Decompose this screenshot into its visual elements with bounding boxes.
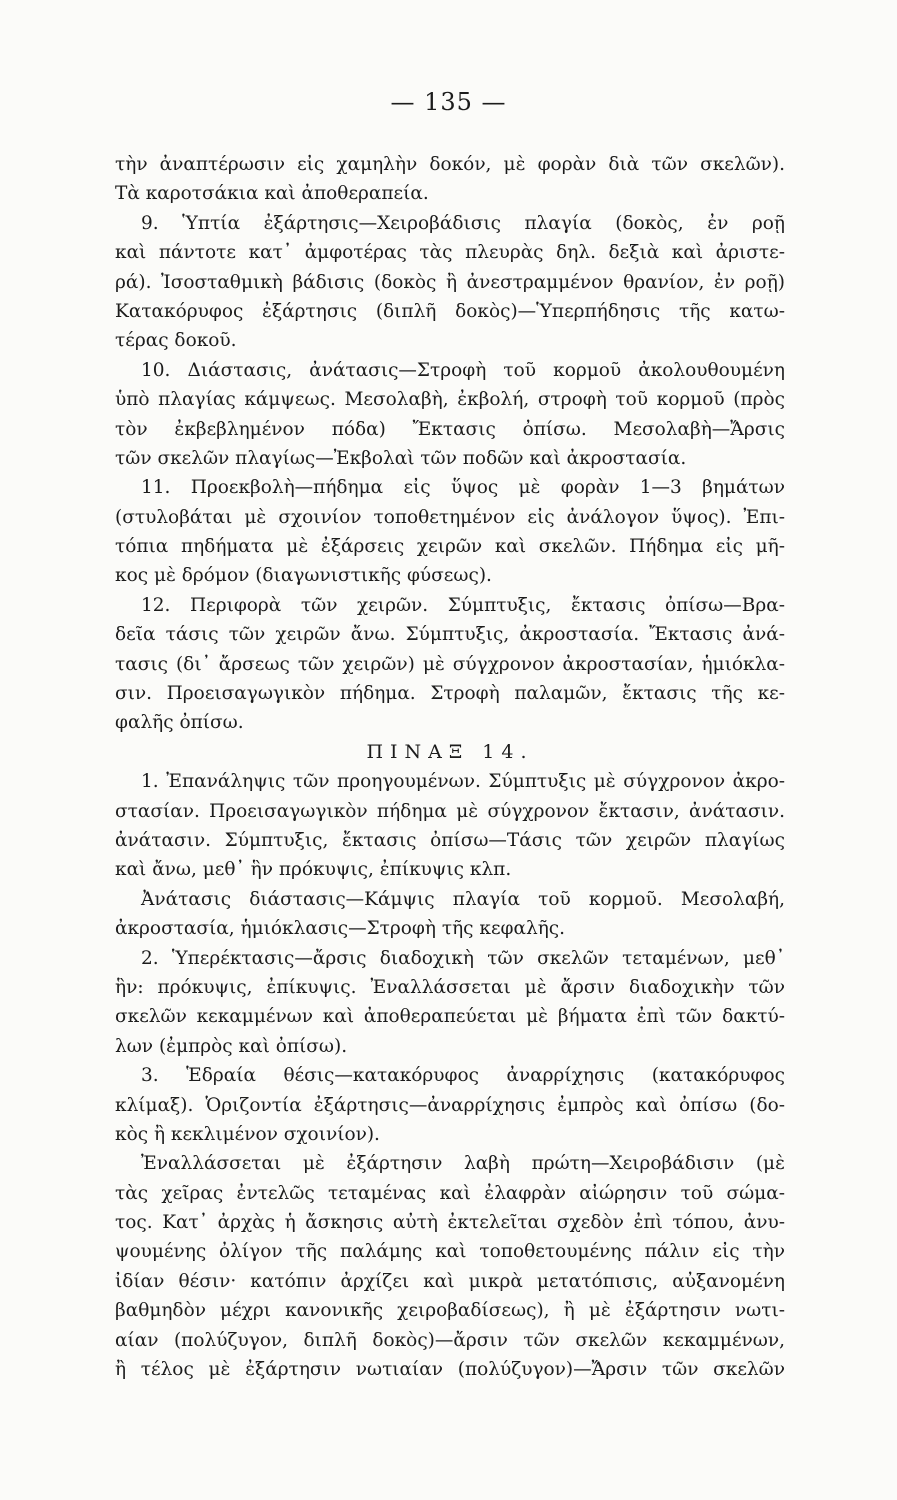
text-line: ὑπὸ πλαγίας κάμψεως. Μεσολαβὴ, ἐκβολή, στροφὴ τοῦ κορμοῦ (πρὸς (115, 389, 785, 411)
text-line: ἰδίαν θέσιν· κατόπιν ἀρχίζει καὶ μικρὰ μετατόπισις, αὐξανομένη (115, 1270, 785, 1292)
text-line: λων (ἐμπρὸς καὶ ὀπίσω). (115, 1035, 348, 1057)
text-line: αίαν (πολύζυγον, διπλῆ δοκὸς)—ἄρσιν τῶν σκελῶν κεκαμμένων, (115, 1329, 785, 1351)
text-line: καὶ πάντοτε κατ᾽ ἀμφοτέρας τὰς πλευρὰς δηλ. δεξιὰ καὶ ἀριστε- (115, 242, 785, 264)
text-line: τῶν σκελῶν πλαγίως—Ἐκβολαὶ τῶν ποδῶν καὶ ἀκροστασία. (115, 447, 687, 469)
text-line: ἀκροστασία, ἡμιόκλασις—Στροφὴ τῆς κεφαλῆς. (115, 918, 566, 940)
text-line: 10. Διάστασις, ἀνάτασις—Στροφὴ τοῦ κορμοῦ ἀκολουθουμένη (141, 359, 785, 381)
text-line: τὴν ἀναπτέρωσιν εἰς χαμηλὴν δοκόν, μὲ φορὰν διὰ τῶν σκελῶν). (115, 154, 785, 175)
text-line: τόπια πηδήματα μὲ ἐξάρσεις χειρῶν καὶ σκελῶν. Πήδημα εἰς μῆ- (115, 536, 785, 558)
text-line: 2. Ὑπερέκτασις—ἄρσις διαδοχικὴ τῶν σκελῶν τεταμένων, μεθ᾽ (141, 947, 785, 969)
text-line: Τὰ καροτσάκια καὶ ἀποθεραπεία. (115, 183, 429, 205)
text-line: Ἀνάτασις διάστασις—Κάμψις πλαγία τοῦ κορμοῦ. Μεσολαβή, (141, 888, 785, 910)
text-line: σκελῶν κεκαμμένων καὶ ἀποθεραπεύεται μὲ βήματα ἐπὶ τῶν δακτύ- (115, 1006, 785, 1028)
text-line: 3. Ἑδραία θέσις—κατακόρυφος ἀναρρίχησις (κατακόρυφος (141, 1065, 785, 1087)
text-line: κλίμαξ). Ὁριζοντία ἐξάρτησις—ἀναρρίχησις ἐμπρὸς καὶ ὀπίσω (δο- (115, 1094, 785, 1116)
text-line: στασίαν. Προεισαγωγικὸν πήδημα μὲ σύγχρονον ἔκτασιν, ἀνάτασιν. (115, 800, 785, 822)
text-line: φαλῆς ὀπίσω. (115, 712, 244, 734)
text-line: (στυλοβάται μὲ σχοινίον τοποθετημένον εἰς ἀνάλογον ὕψος). Ἐπι- (115, 506, 785, 528)
body-text (115, 150, 785, 1384)
text-line: κος μὲ δρόμον (διαγωνιστικῆς φύσεως). (115, 565, 492, 587)
text-line: ψουμένης ὀλίγον τῆς παλάμης καὶ τοποθετουμένης πάλιν εἰς τὴν (115, 1241, 785, 1263)
section-heading: ΠΙΝΑΞ 14. (366, 740, 534, 763)
text-line: Ἐναλλάσσεται μὲ ἐξάρτησιν λαβὴ πρώτη—Χειροβάδισιν (μὲ (141, 1153, 785, 1175)
text-line: καὶ ἄνω, μεθ᾽ ἣν πρόκυψις, ἐπίκυψις κλπ. (115, 859, 512, 881)
text-line: 9. Ὑπτία ἐξάρτησις—Χειροβάδισις πλαγία (δοκὸς, ἐν ροῇ (141, 212, 785, 234)
text-line: ἢ τέλος μὲ ἐξάρτησιν νωτιαίαν (πολύζυγον)—Ἄρσιν τῶν σκελῶν (115, 1359, 785, 1381)
text-line: Κατακόρυφος ἐξάρτησις (διπλῆ δοκὸς)—Ὑπερπήδησις τῆς κατω- (115, 300, 785, 322)
text-line: τος. Κατ᾽ ἀρχὰς ἡ ἄσκησις αὐτὴ ἐκτελεῖται σχεδὸν ἐπὶ τόπου, ἀνυ- (115, 1212, 785, 1234)
text-line: κὸς ἢ κεκλιμένον σχοινίον). (115, 1123, 380, 1145)
text-line: βαθμηδὸν μέχρι κανονικῆς χειροβαδίσεως), ἢ μὲ ἐξάρτησιν νωτι- (115, 1300, 785, 1322)
text-line: 12. Περιφορὰ τῶν χειρῶν. Σύμπτυξις, ἔκτασις ὀπίσω—Βρα- (141, 594, 785, 616)
text-line: ἀνάτασιν. Σύμπτυξις, ἔκτασις ὀπίσω—Τάσις τῶν χειρῶν πλαγίως (115, 829, 785, 851)
page-number: — 135 — (390, 88, 507, 116)
text-line: 1. Ἐπανάληψις τῶν προηγουμένων. Σύμπτυξις μὲ σύγχρονον ἀκρο- (141, 771, 785, 793)
text-line: ρά). Ἰσοσταθμικὴ βάδισις (δοκὸς ἢ ἀνεστραμμένον θρανίον, ἐν ροῇ) (115, 271, 785, 293)
text-line: σιν. Προεισαγωγικὸν πήδημα. Στροφὴ παλαμῶν, ἔκτασις τῆς κε- (115, 683, 785, 705)
text-line: τὰς χεῖρας ἐντελῶς τεταμένας καὶ ἐλαφρὰν αἰώρησιν τοῦ σώμα- (115, 1182, 785, 1204)
text-line: ἣν: πρόκυψις, ἐπίκυψις. Ἐναλλάσσεται μὲ ἄρσιν διαδοχικὴν τῶν (115, 976, 785, 998)
text-line: δεῖα τάσις τῶν χειρῶν ἄνω. Σύμπτυξις, ἀκροστασία. Ἔκτασις ἀνά- (115, 624, 785, 646)
text-line: 11. Προεκβολὴ—πήδημα εἰς ὕψος μὲ φορὰν 1—3 βημάτων (141, 477, 785, 499)
text-line: τὸν ἐκβεβλημένον πόδα) Ἔκτασις ὀπίσω. Μεσολαβὴ—Ἄρσις (115, 418, 785, 440)
text-line: τέρας δοκοῦ. (115, 330, 237, 352)
text-line: τασις (δι᾽ ἄρσεως τῶν χειρῶν) μὲ σύγχρονον ἀκροστασίαν, ἡμιόκλα- (115, 653, 785, 675)
